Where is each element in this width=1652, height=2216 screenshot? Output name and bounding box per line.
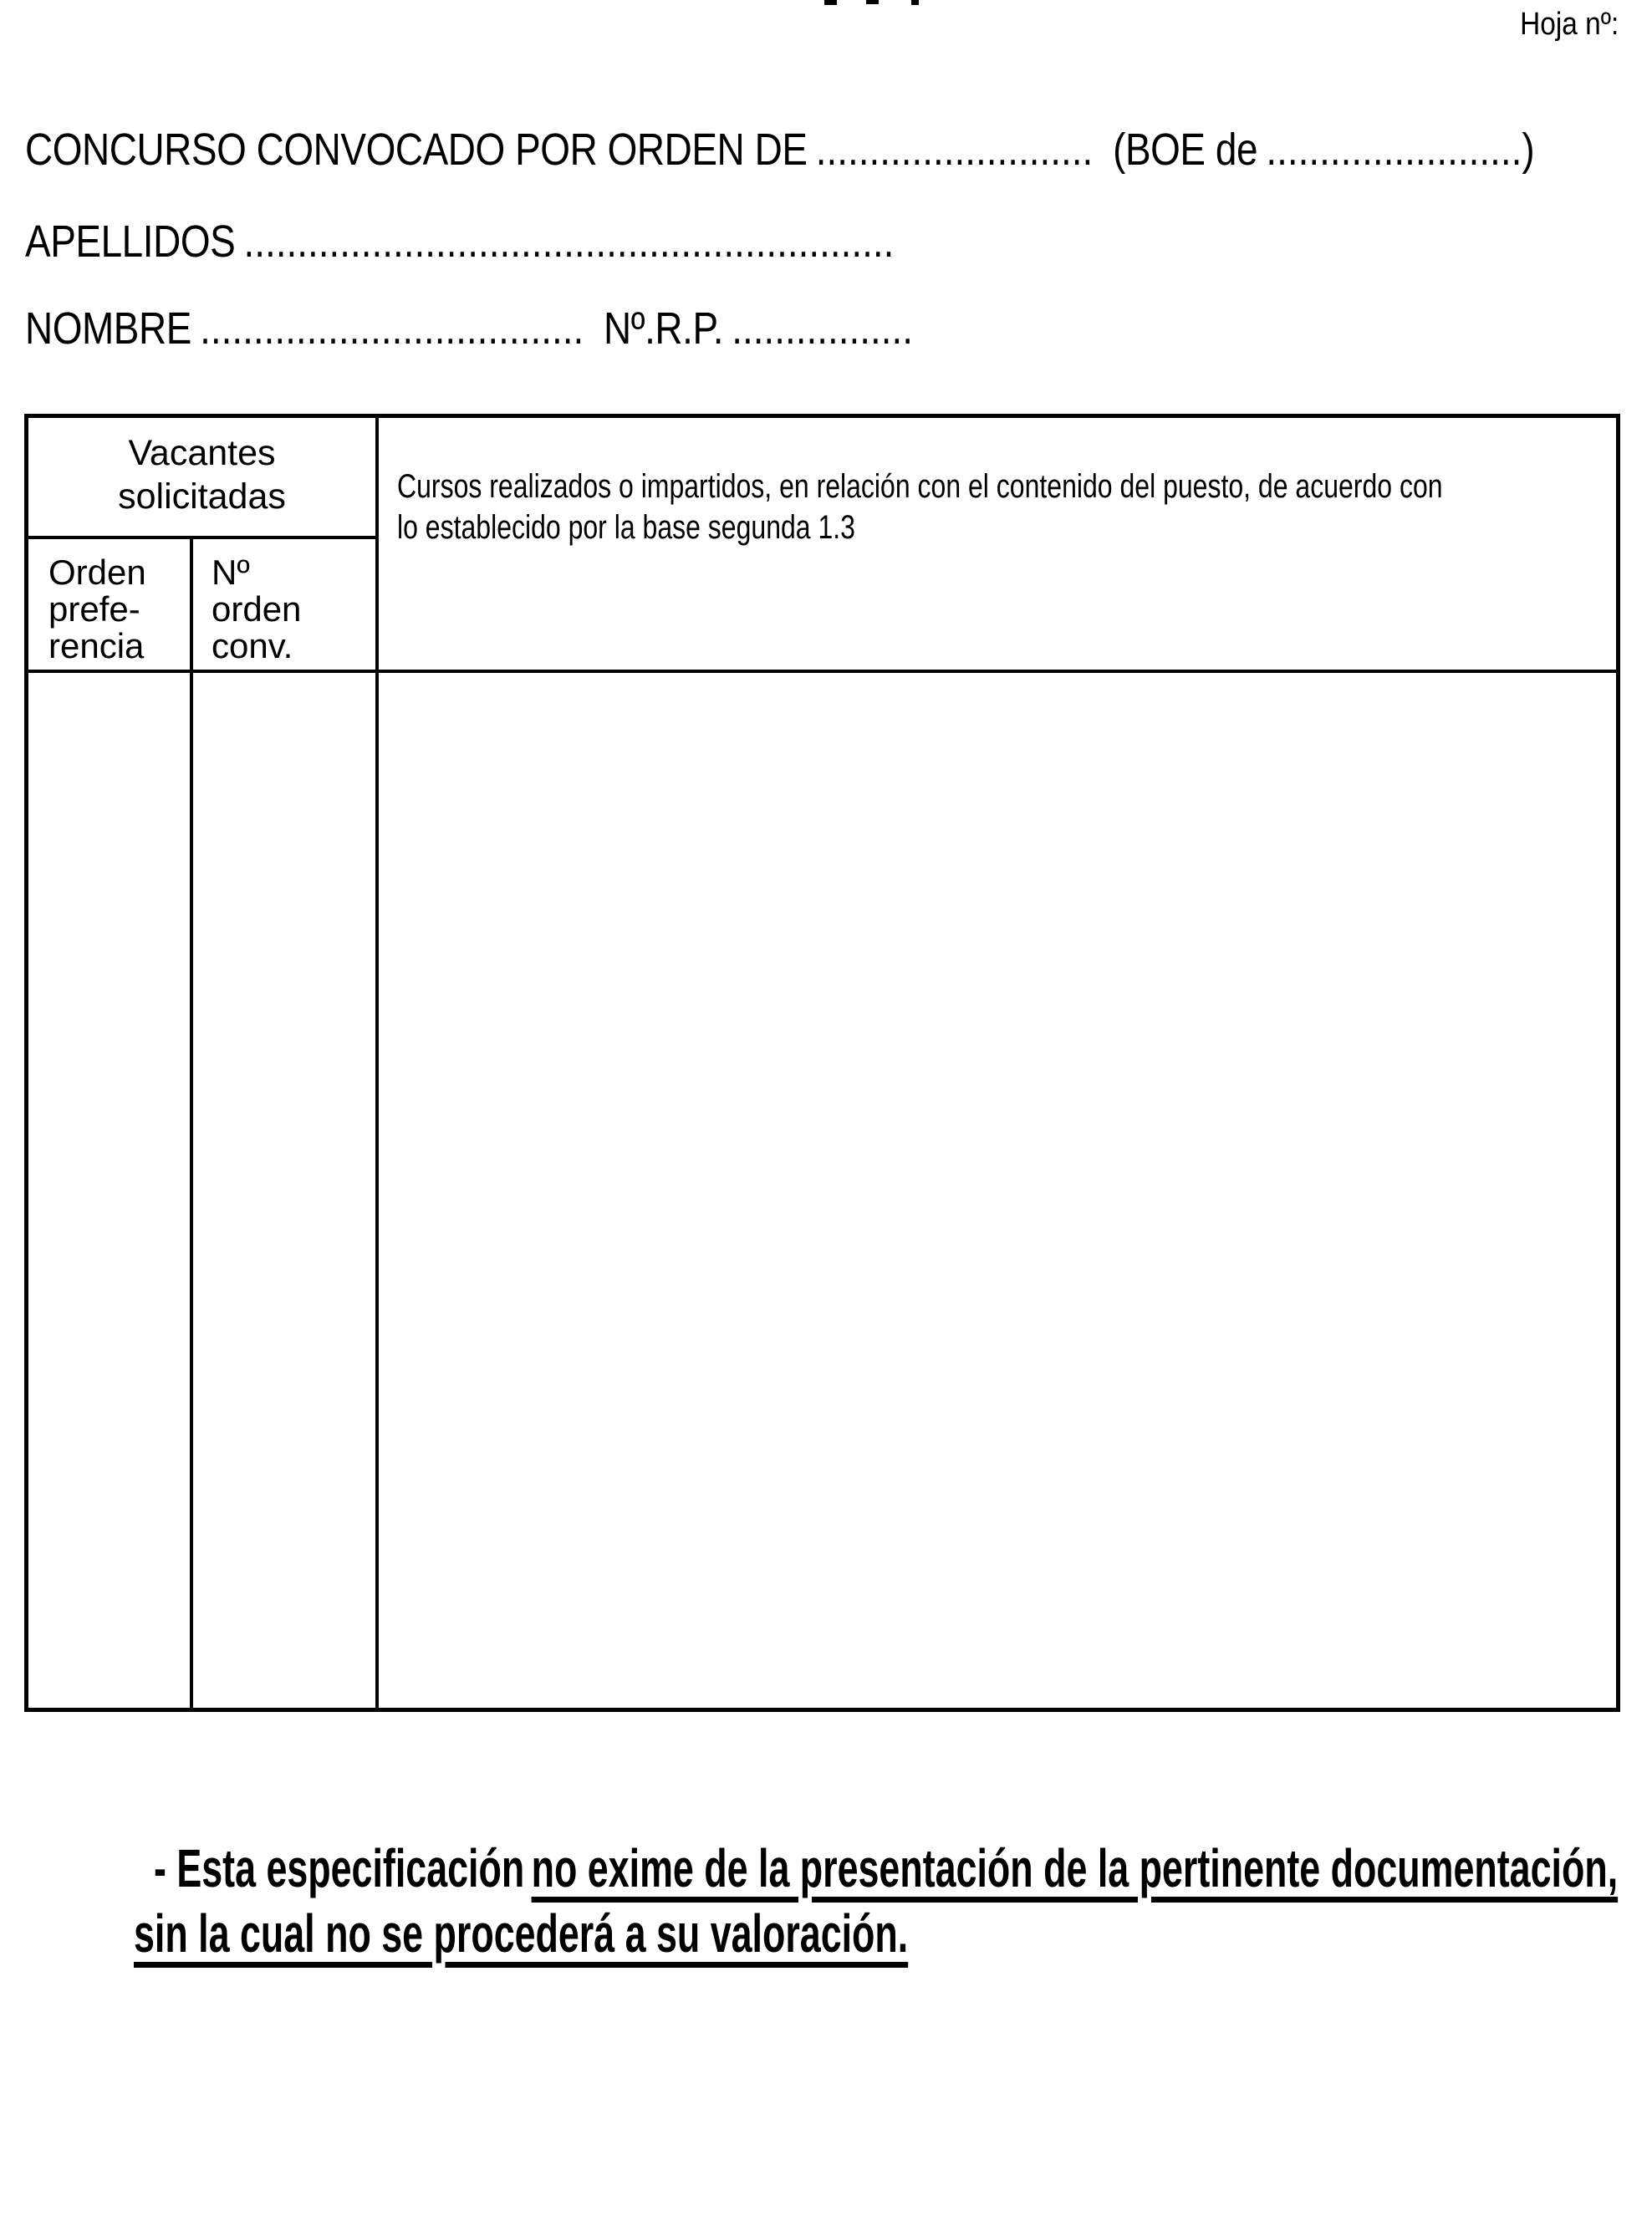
cutoff-fragment <box>866 0 879 4</box>
orden-preferencia-body-cell <box>28 673 193 1708</box>
n-orden-conv-line1: Nº <box>212 553 250 592</box>
vacantes-header-line1: Vacantes <box>128 433 276 473</box>
footnote <box>134 1836 1652 1966</box>
apellidos-dotted-field: ............................................................. <box>243 217 895 267</box>
nombre-dotted-field: .................................... <box>200 303 584 354</box>
vacantes-cursos-table <box>24 414 1620 1712</box>
cutoff-fragment <box>911 0 919 5</box>
vacantes-header-line2: solicitadas <box>118 476 286 517</box>
n-orden-conv-line3: conv. <box>212 626 293 665</box>
boe-dotted-field: ........................ <box>1266 125 1522 175</box>
n-orden-conv-body-cell <box>193 673 379 1708</box>
vacantes-solicitadas-header-cell <box>28 418 379 539</box>
form-line-nombre <box>25 303 913 354</box>
footnote-line1 <box>154 1836 1618 1901</box>
boe-label: (BOE de <box>1113 125 1258 175</box>
footnote-lead: - Esta especificación <box>154 1838 525 1898</box>
form-line-concurso <box>25 124 1534 176</box>
concurso-dotted-field: .......................... <box>815 125 1094 175</box>
sheet-number-label: Hoja nº: <box>1519 7 1619 42</box>
n-orden-conv-line2: orden <box>212 589 302 629</box>
apellidos-label: APELLIDOS <box>25 217 236 267</box>
footnote-underlined-part: no exime de la presentación de la pertinente documentación, <box>531 1838 1619 1898</box>
nombre-label: NOMBRE <box>25 303 191 354</box>
cursos-header-cell <box>379 418 1616 673</box>
footnote-underlined-line2: sin la cual no se procederá a su valoración. <box>134 1903 909 1964</box>
boe-close-paren: ) <box>1522 125 1535 175</box>
footnote-line2 <box>134 1901 1612 1966</box>
nrp-dotted-field: ................. <box>732 303 914 354</box>
n-orden-convocatoria-header-cell <box>193 539 379 673</box>
orden-preferencia-line2: prefe- <box>48 589 140 629</box>
cursos-header-line1: Cursos realizados o impartidos, en relación con el contenido del puesto, de acuerdo con <box>397 468 1443 505</box>
concurso-label: CONCURSO CONVOCADO POR ORDEN DE <box>25 125 808 175</box>
orden-preferencia-header-cell <box>28 539 193 673</box>
cursos-body-cell <box>379 673 1616 1708</box>
orden-preferencia-line1: Orden <box>48 553 146 592</box>
nrp-label: Nº.R.P. <box>604 303 724 354</box>
form-line-apellidos <box>25 216 894 267</box>
cursos-header-line2: lo establecido por la base segunda 1.3 <box>397 509 855 546</box>
cursos-header-text <box>397 466 1443 548</box>
cutoff-fragment <box>824 0 837 5</box>
orden-preferencia-line3: rencia <box>48 626 145 665</box>
